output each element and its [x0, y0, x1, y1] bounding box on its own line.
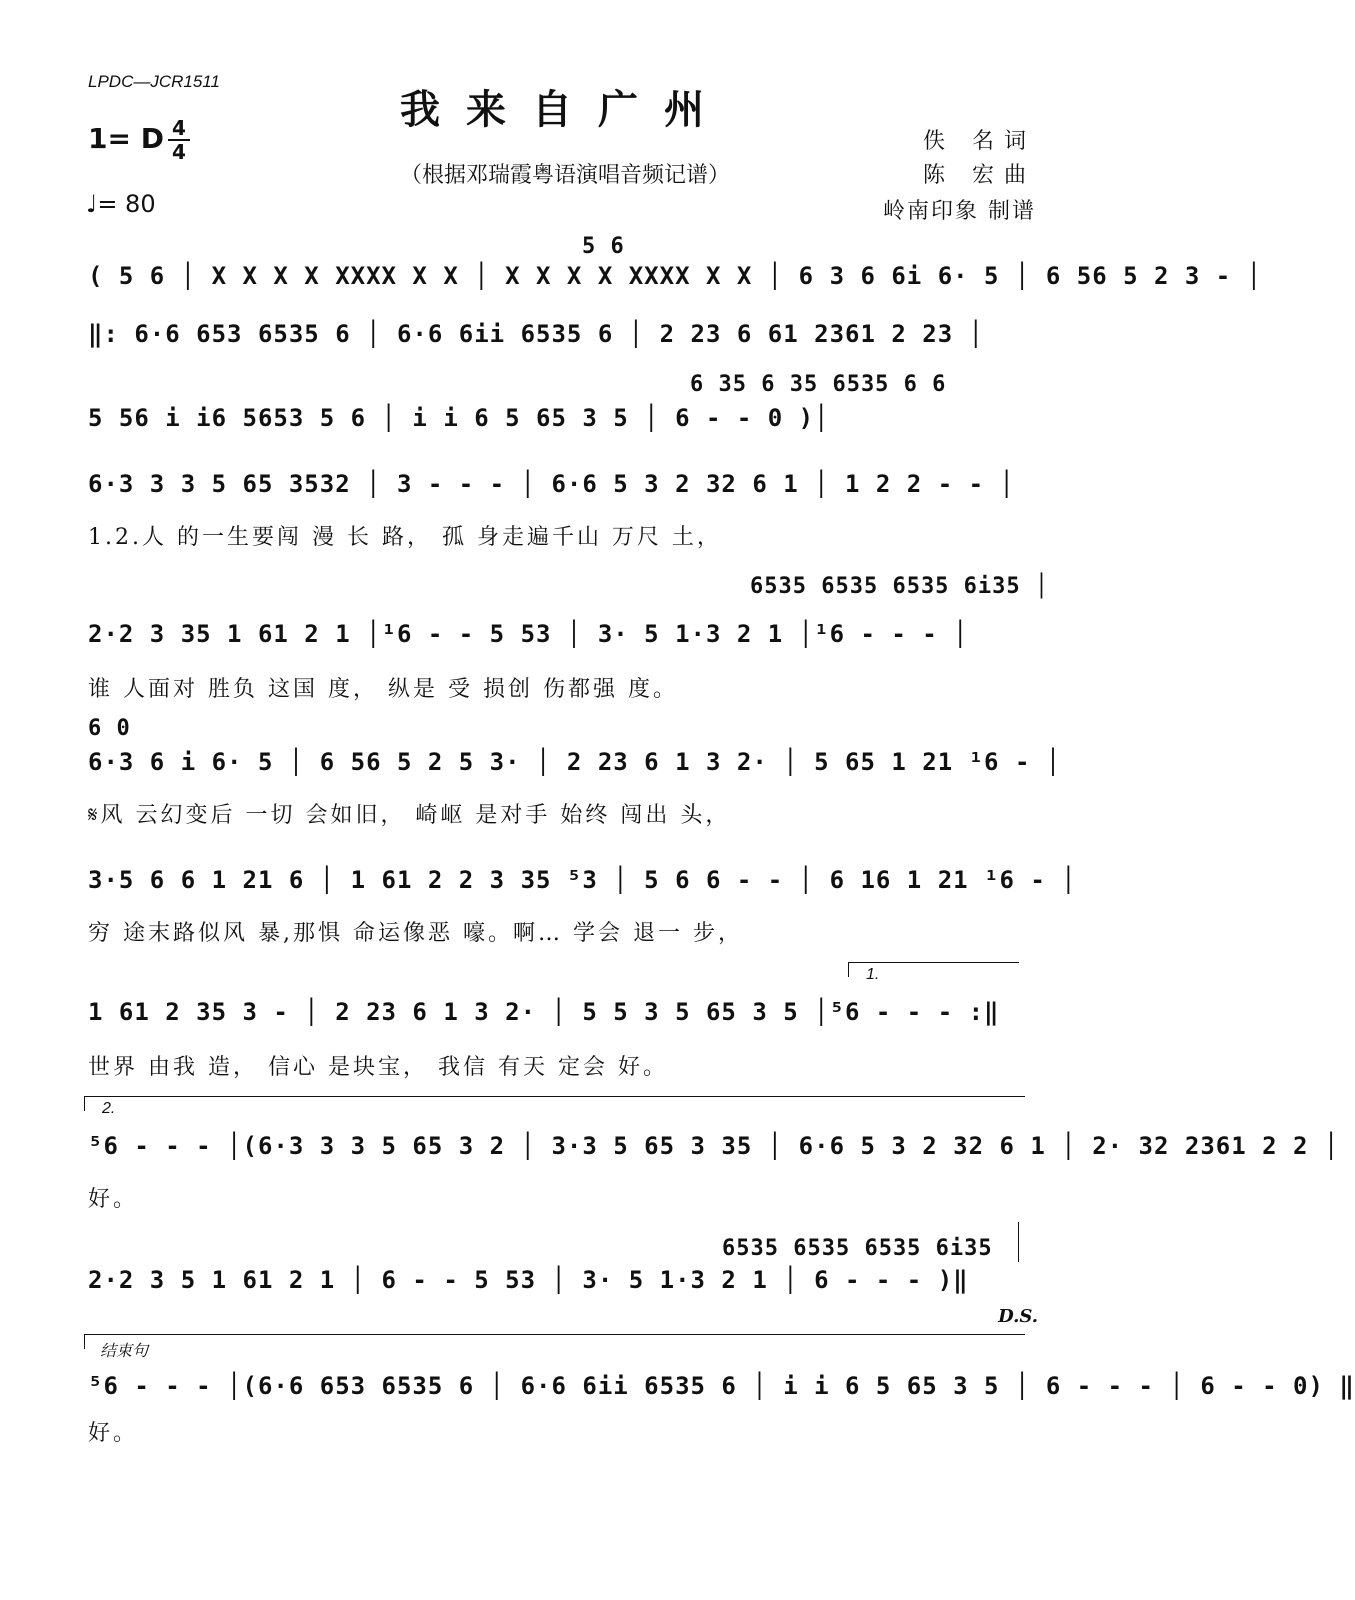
notation-line-9: ⁵6 - - - │(6·3 3 3 5 65 3 2 │ 3·3 5 65 3 35 │ 6·6 5 3 2 32 6 1 │ 2· 32 2361 2 2 │	[88, 1132, 1340, 1160]
upper-voice-notes: 6535 6535 6535 6i35 │	[750, 574, 1050, 599]
second-ending-label: 2.	[102, 1100, 116, 1117]
upper-voice-notes: 6 0	[88, 716, 131, 741]
first-ending-label: 1.	[866, 966, 880, 983]
notation-line-4: 6·3 3 3 5 65 3532 │ 3 - - - │ 6·6 5 3 2 32 6 1 │ 1 2 2 - - │	[88, 470, 1015, 498]
dal-segno-marking: D.S.	[998, 1306, 1038, 1327]
notation-line-6: 6·3 6 i 6· 5 │ 6 56 5 2 5 3· │ 2 23 6 1 3 2· │ 5 65 1 21 ¹6 - │	[88, 748, 1062, 776]
upper-voice-notes: 6535 6535 6535 6i35	[722, 1236, 993, 1261]
lyric-line-8: 世界 由我 造， 信心 是块宝， 我信 有天 定会 好。	[88, 1055, 668, 1080]
lyric-line-11: 好。	[88, 1421, 139, 1446]
lyric-line-4: 1.2.人 的一生要闯 漫 长 路， 孤 身走遍千山 万尺 土，	[88, 525, 722, 550]
song-subtitle: （根据邓瑞霞粤语演唱音频记谱）	[399, 163, 730, 188]
arranger-credit: 岭南印象 制谱	[883, 199, 1036, 224]
lyric-line-5: 谁 人面对 胜负 这国 度， 纵是 受 损创 伤都强 度。	[88, 677, 678, 702]
upper-voice-notes: 5 6	[582, 234, 625, 259]
composer-credit: 陈 宏曲	[923, 163, 1036, 188]
notation-line-7: 3·5 6 6 1 21 6 │ 1 61 2 2 3 35 ⁵3 │ 5 6 6 - - │ 6 16 1 21 ¹6 - │	[88, 866, 1077, 894]
lyric-line-6: 𝄋风 云幻变后 一切 会如旧， 崎岖 是对手 始终 闯出 头，	[88, 803, 731, 828]
notation-line-2: ‖: 6·6 653 6535 6 │ 6·6 6ii 6535 6 │ 2 23 6 61 2361 2 23 │	[88, 320, 985, 348]
notation-line-10: 2·2 3 5 1 61 2 1 │ 6 - - 5 53 │ 3· 5 1·3 2 1 │ 6 - - - )‖	[88, 1266, 969, 1294]
notation-line-3: 5 56 i i6 5653 5 6 │ i i 6 5 65 3 5 │ 6 - - 0 )│	[88, 404, 830, 432]
notation-line-5: 2·2 3 35 1 61 2 1 │¹6 - - 5 53 │ 3· 5 1·3 2 1 │¹6 - - - │	[88, 620, 969, 648]
key-signature: 1= D	[88, 122, 164, 155]
second-ending-bracket	[84, 1096, 1025, 1111]
song-title: 我来自广州	[400, 86, 730, 133]
notation-line-1: ( 5 6 │ X X X X XXXX X X │ X X X X XXXX X X │ 6 3 6 6i 6· 5 │ 6 56 5 2 3 - │	[88, 262, 1263, 290]
lyric-line-9: 好。	[88, 1187, 139, 1212]
time-signature-bottom: 4	[172, 140, 186, 164]
score-code: LPDC—JCR1511	[88, 72, 220, 91]
tempo-marking: ♩= 80	[86, 190, 156, 218]
notation-line-8: 1 61 2 35 3 - │ 2 23 6 1 3 2· │ 5 5 3 5 65 3 5 │⁵6 - - - :‖	[88, 998, 1000, 1026]
lyric-line-7: 穷 途末路似风 暴,那惧 命运像恶 嚎。啊… 学会 退一 步，	[88, 921, 743, 946]
notation-line-11: ⁵6 - - - │(6·6 653 6535 6 │ 6·6 6ii 6535 6 │ i i 6 5 65 3 5 │ 6 - - - │ 6 - - 0) ‖	[88, 1372, 1355, 1400]
coda-label: 结束句	[100, 1343, 149, 1360]
lyricist-credit: 佚 名词	[923, 129, 1036, 154]
coda-bracket	[84, 1334, 1025, 1349]
upper-voice-notes: 6 35 6 35 6535 6 6	[690, 372, 947, 397]
time-signature	[168, 118, 190, 162]
time-signature-top: 4	[172, 116, 186, 140]
